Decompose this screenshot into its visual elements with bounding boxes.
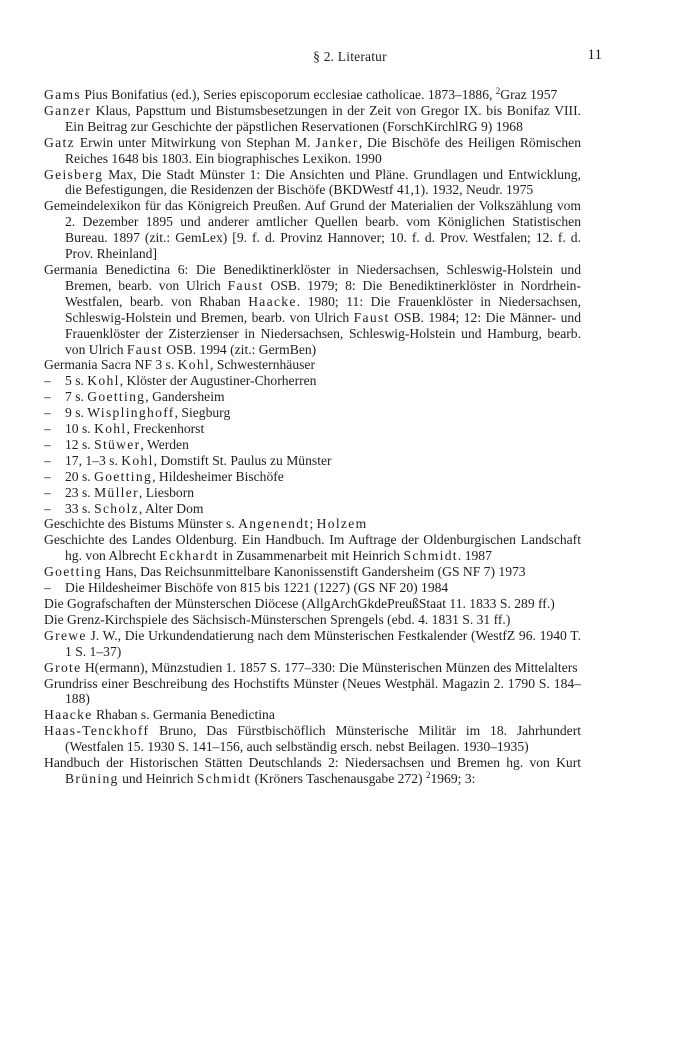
entry-text: 33 s. [65, 500, 95, 516]
bibliography-entry [44, 676, 581, 708]
author-name: Scholz [94, 500, 139, 516]
entry-text: Max, Die Stadt Münster 1: Die Ansichten und Pläne. Grundlagen und Entwicklung, die Befestigungen, die Residenzen der Bischöfe (BKDWestf 41,1). 1932, Neudr. 1975 [65, 166, 581, 198]
entry-text: , Werden [140, 436, 189, 452]
author-name: Janker [315, 134, 359, 150]
entry-text: (Kröners Taschenausgabe 272) [251, 770, 426, 786]
entry-text: . 1980; 11: Die Frauenklöster in Niedersachsen, Schleswig-Holstein und Bremen, bearb. von Ulrich [65, 293, 581, 325]
entry-text: Handbuch der Historischen Stätten Deutschlands 2: Niedersachsen und Bremen hg. von Kurt [44, 755, 581, 771]
dash-marker: – [44, 580, 51, 596]
entry-text: 10 s. [65, 421, 95, 437]
bibliography-subentry [44, 421, 581, 437]
dash-marker: – [44, 500, 51, 516]
entry-text: Geschichte des Bistums Münster s. [44, 516, 239, 532]
entry-text: J. W., Die Urkundendatierung nach dem Münsterischen Festkalender (WestfZ 96. 1940 T. 1 S. 1–37) [65, 627, 581, 659]
entry-text: , Schwesternhäuser [210, 357, 315, 373]
entry-text: OSB. 1979; 8: Die Benediktinerklöster in Nordrhein-Westfalen, bearb. von Rhaban [65, 277, 581, 309]
entry-text: , Klöster der Augustiner-Chorherren [119, 373, 317, 389]
bibliography-entry [44, 660, 581, 676]
author-name: Gatz [44, 134, 75, 150]
entry-text: , Domstift St. Paulus zu Münster [153, 452, 332, 468]
bibliography-entry [44, 564, 581, 580]
bibliography-subentry [44, 485, 581, 501]
bibliography-entry [44, 262, 581, 357]
bibliography-subentry [44, 501, 581, 517]
bibliography-entry [44, 755, 581, 787]
author-name: Goetting [94, 468, 153, 484]
entry-text: . 1987 [457, 548, 492, 564]
dash-marker: – [44, 468, 51, 484]
entry-text: , Hildesheimer Bischöfe [152, 468, 284, 484]
entry-text: , Alter Dom [138, 500, 204, 516]
entry-text: 9 s. [65, 405, 88, 421]
author-name: Stüwer [94, 436, 141, 452]
bibliography-entry [44, 612, 581, 628]
entry-text: H(ermann), Münzstudien 1. 1857 S. 177–330: Die Münsterischen Münzen des Mittelalters [81, 659, 578, 675]
entry-text: 7 s. [65, 389, 88, 405]
author-name: Kohl [177, 357, 211, 373]
bibliography-entry [44, 532, 581, 564]
dash-marker: – [44, 373, 51, 389]
entry-text: , Liesborn [138, 484, 195, 500]
author-name: Angenendt [238, 516, 310, 532]
dash-marker: – [44, 405, 51, 421]
bibliography-subentry [44, 580, 581, 596]
entry-text: 5 s. [65, 373, 88, 389]
bibliography-list [44, 87, 581, 787]
entry-text: Pius Bonifatius (ed.), Series episcoporum ecclesiae catholicae. 1873–1886, [80, 87, 496, 102]
entry-text: Rhaban s. Germania Benedictina [92, 707, 275, 723]
author-name: Faust [227, 277, 264, 293]
entry-text: in Zusammenarbeit mit Heinrich [218, 548, 404, 564]
entry-text: OSB. 1994 (zit.: GermBen) [162, 341, 317, 357]
bibliography-entry [44, 87, 581, 103]
dash-marker: – [44, 484, 51, 500]
dash-marker: – [44, 421, 51, 437]
entry-text: Bruno, Das Fürstbischöflich Münsterische Militär im 18. Jahrhundert (Westfalen 15. 1930 S. 141–156, auch selbständig ersch. nebst Beilagen. 1930–1935) [65, 723, 581, 755]
entry-text: OSB. 1984; 12: Die Männer- und Frauenklöster der Zisterzienser in Niedersachsen, Schleswig-Holstein und Hamburg, bearb. von Ulrich [65, 309, 581, 357]
author-name: Kohl [87, 373, 120, 389]
bibliography-subentry [44, 373, 581, 389]
entry-text: ; [309, 516, 317, 532]
page-number: 11 [587, 47, 602, 63]
author-name: Müller [94, 484, 139, 500]
bibliography-subentry [44, 453, 581, 469]
author-name: Kohl [94, 421, 127, 437]
bibliography-entry [44, 628, 581, 660]
bibliography-entry [44, 135, 581, 167]
entry-text: , Freckenhorst [126, 421, 205, 437]
bibliography-entry [44, 723, 581, 755]
bibliography-entry [44, 516, 581, 532]
author-name: Brüning [65, 770, 119, 786]
author-name: Kohl [121, 452, 154, 468]
author-name: Haas-Tenckhoff [44, 723, 150, 739]
author-name: Gams [44, 87, 81, 102]
entry-text: Germania Sacra NF 3 s. [44, 357, 178, 373]
bibliography-entry [44, 596, 581, 612]
author-name: Faust [353, 309, 390, 325]
bibliography-subentry [44, 437, 581, 453]
author-name: Haacke [44, 707, 93, 723]
entry-text: Die Hildesheimer Bischöfe von 815 bis 1221 (1227) (GS NF 20) 1984 [65, 580, 449, 596]
entry-text: Klaus, Papsttum und Bistumsbesetzungen in der Zeit von Gregor IX. bis Bonifaz VIII. Ein Beitrag zur Geschichte der päpstlichen Reservationen (ForschKirchlRG 9) 1968 [65, 102, 581, 134]
author-name: Faust [126, 341, 163, 357]
entry-text: und Heinrich [118, 770, 197, 786]
entry-text: Graz 1957 [500, 87, 558, 102]
entry-text: Grundriss einer Beschreibung des Hochstifts Münster (Neues Westphäl. Magazin 2. 1790 S. 184–188) [44, 675, 581, 707]
entry-text: Gemeindelexikon für das Königreich Preußen. Auf Grund der Materialien der Volkszählung vom 2. Dezember 1895 und anderer amtlicher Quellen bearb. vom Königlichen Statistischen Bureau. 1897 (zit.: GemLex) [9. f. d. Provinz Hannover; 10. f. d. Prov. Westfalen; 12. f. d. Prov. Rheinland] [44, 198, 581, 262]
edition-superscript: 2 [425, 769, 431, 780]
entry-text: 1969; 3: [430, 770, 476, 786]
entry-text: Hans, Das Reichsunmittelbare Kanonissenstift Gandersheim (GS NF 7) 1973 [101, 564, 526, 580]
entry-text: , Siegburg [174, 405, 231, 421]
running-head-title: § 2. Literatur [313, 49, 387, 64]
author-name: Holzem [316, 516, 368, 532]
author-name: Haacke [248, 293, 297, 309]
dash-marker: – [44, 389, 51, 405]
edition-superscript: 2 [495, 86, 501, 96]
bibliography-entry [44, 357, 581, 373]
entry-text: 12 s. [65, 436, 95, 452]
author-name: Wisplinghoff [87, 405, 175, 421]
entry-text: 23 s. [65, 484, 95, 500]
entry-text: Erwin unter Mitwirkung von Stephan M. [74, 134, 316, 150]
author-name: Eckhardt [159, 548, 219, 564]
bibliography-entry [44, 167, 581, 199]
author-name: Goetting [44, 564, 102, 580]
entry-text: 20 s. [65, 468, 95, 484]
author-name: Grewe [44, 627, 87, 643]
entry-text: Die Grenz-Kirchspiele des Sächsisch-Münsterschen Sprengels (ebd. 4. 1831 S. 31 ff.) [44, 611, 511, 627]
entry-text: , Gandersheim [145, 389, 225, 405]
author-name: Geisberg [44, 166, 104, 182]
bibliography-subentry [44, 405, 581, 421]
bibliography-entry [44, 707, 581, 723]
bibliography-subentry [44, 389, 581, 405]
bibliography-entry [44, 198, 581, 262]
dash-marker: – [44, 452, 51, 468]
dash-marker: – [44, 436, 51, 452]
entry-text: Die Gografschaften der Münsterschen Diöcese (AllgArchGkdePreußStaat 11. 1833 S. 289 ff.) [44, 596, 555, 611]
bibliography-subentry [44, 469, 581, 485]
running-head [0, 47, 700, 65]
entry-text: , Die Bischöfe des Heiligen Römischen Reiches 1648 bis 1803. Ein biographisches Lexikon. 1990 [65, 134, 582, 166]
author-name: Schmidt [403, 548, 458, 564]
author-name: Goetting [87, 389, 146, 405]
author-name: Schmidt [196, 770, 252, 786]
entry-text: Geschichte des Landes Oldenburg. Ein Handbuch. Im Auftrage der Oldenburgischen Landschaft hg. von Albrecht [44, 532, 581, 564]
bibliography-entry [44, 103, 581, 135]
entry-text: Germania Benedictina 6: Die Benediktinerklöster in Niedersachsen, Schleswig-Holstein und Bremen, bearb. von Ulrich [44, 261, 581, 293]
entry-text: 17, 1–3 s. [65, 452, 122, 468]
author-name: Grote [44, 659, 82, 675]
author-name: Ganzer [44, 102, 92, 118]
